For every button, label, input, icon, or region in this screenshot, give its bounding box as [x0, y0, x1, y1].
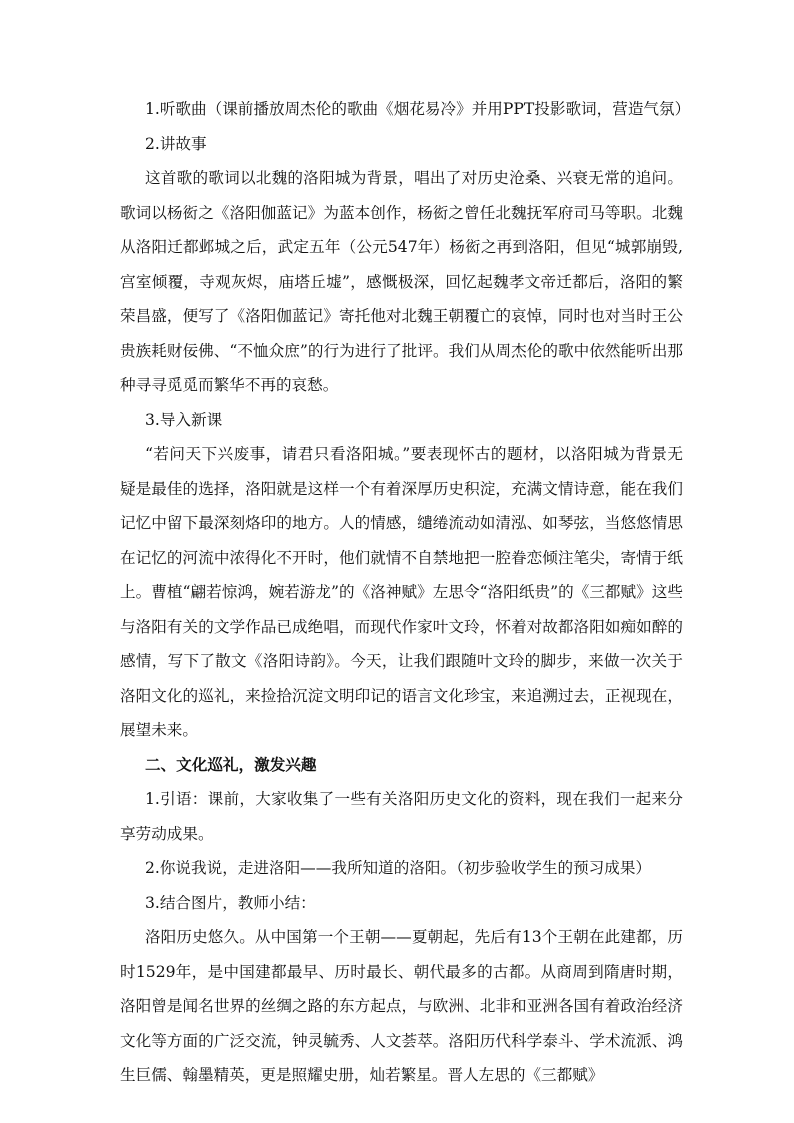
list-item-tell-story: 2.讲故事: [144, 134, 207, 153]
paragraph-luoyang-history: 洛阳历史悠久。从中国第一个王朝——夏朝起，先后有13个王朝在此建都，历时1529年，是中国建都最早、历时最长、朝代最多的古都。从商周到隋唐时期，洛阳曾是闻名世界的丝绸之路的东方起点，与欧洲、北非和亚洲各国有着政治经济文化等方面的广泛交流，钟灵毓秀、人文荟萃。洛阳历代科学泰斗、学术流派、鸿生巨儒、翰墨精英，更是照耀史册，灿若繁星。晋人左思的《三都赋》: [120, 928, 683, 1084]
list-item-introduce-lesson: 3.导入新课: [144, 410, 223, 429]
list-item-discussion: 2.你说我说，走进洛阳——我所知道的洛阳。（初步验收学生的预习成果）: [144, 859, 652, 877]
list-item-teacher-summary: 3.结合图片，教师小结：: [144, 893, 316, 912]
list-item-introduction: 1.引语：课前，大家收集了一些有关洛阳历史文化的资料，现在我们一起来分享劳动成果。: [120, 790, 683, 843]
document-body: [120, 92, 691, 1093]
list-item-listen-song: 1.听歌曲（课前播放周杰伦的歌曲《烟花易冷》并用PPT投影歌词，营造气氛）: [144, 100, 691, 118]
paragraph-luoyang-intro: “若问天下兴废事，请君只看洛阳城。”要表现怀古的题材，以洛阳城为背景无疑是最佳的选择，洛阳就是这样一个有着深厚历史积淀，充满文情诗意，能在我们记忆中留下最深刻烙印的地方。人的情感，缱绻流动如清泓、如琴弦，当悠悠情思在记忆的河流中浓得化不开时，他们就情不自禁地把一腔眷恋倾注笔尖，寄情于纸上。曹植“翩若惊鸿，婉若游龙”的《洛神赋》左思令“洛阳纸贵”的《三都赋》这些与洛阳有关的文学作品已成绝唱，而现代作家叶文玲，怀着对故都洛阳如痴如醉的感情，写下了散文《洛阳诗韵》。今天，让我们跟随叶文玲的脚步，来做一次关于洛阳文化的巡礼，来捡拾沉淀文明印记的语言文化珍宝，来追溯过去，正视现在，展望未来。: [120, 445, 683, 739]
section-heading-culture-tour: 二、文化巡礼，激发兴趣: [144, 754, 317, 774]
paragraph-song-background: 这首歌的歌词以北魏的洛阳城为背景，唱出了对历史沧桑、兴衰无常的追问。歌词以杨衒之《洛阳伽蓝记》为蓝本创作，杨衒之曾任北魏抚军府司马等职。北魏从洛阳迁都邺城之后，武定五年（公元547年）杨衒之再到洛阳，但见“城郭崩毁,宫室倾覆，寺观灰烬，庙塔丘墟”，感慨极深，回忆起魏孝文帝迁都后，洛阳的繁荣昌盛，便写了《洛阳伽蓝记》寄托他对北魏王朝覆亡的哀悼，同时也对当时王公贵族耗财佞佛、“不恤众庶”的行为进行了批评。我们从周杰伦的歌中依然能听出那种寻寻觅觅而繁华不再的哀愁。: [120, 169, 683, 394]
